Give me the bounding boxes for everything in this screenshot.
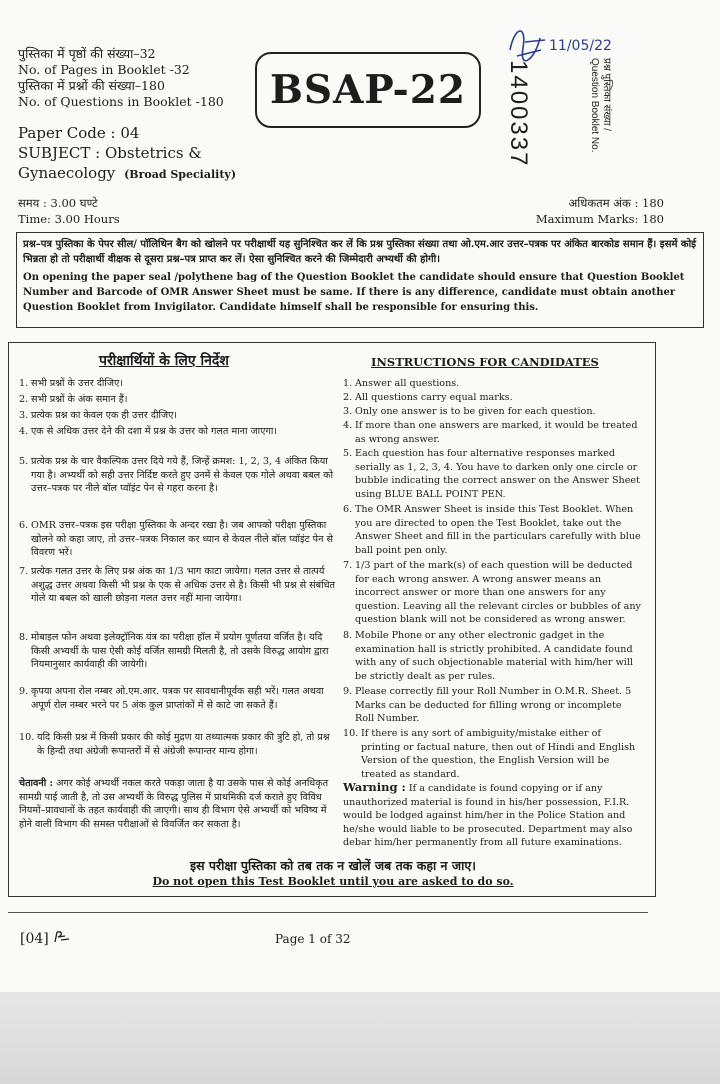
- instruction-hi-6: 6. OMR उत्तर–पत्रक इस परीक्षा पुस्तिका के अन्दर रखा है। जब आपको परीक्षा पुस्तिका खोलने को कहा जाए, तो उत्तर–पत्रक निकाल कर ध्यान से केवल नीले बॉल प्वॉइंट पेन से विवरण भरें।: [19, 520, 333, 558]
- instruction-hi-3: 3. प्रत्येक प्रश्न का केवल एक ही उत्तर दीजिए।: [19, 410, 178, 421]
- instruction-en-1: 1. Answer all questions.: [343, 378, 460, 389]
- notice-english: On opening the paper seal /polythene bag of the Question Booklet the candidate should ensure that Question Booklet Number and Barcode of OMR Answer Sheet must be same. If there is any difference, candidate must obtain another Question Booklet from Invigilator. Candidate himself shall be responsible for ensuring this.: [23, 272, 685, 313]
- footer-paper-code: [04]: [20, 930, 71, 947]
- initials-icon: [53, 930, 71, 944]
- instruction-hi-1: 1. सभी प्रश्नों के उत्तर दीजिए।: [19, 378, 123, 389]
- paper-code: Paper Code : 04: [18, 124, 140, 142]
- booklet-serial-number: 1400337: [505, 60, 532, 168]
- pages-count-english: No. of Pages in Booklet -32: [18, 62, 190, 77]
- scan-background: [0, 992, 720, 1084]
- warning-hindi: चेतावनी : अगर कोई अभ्यर्थी नकल करते पकड़ा जाता है या उसके पास से कोई अनधिकृत सामग्री पाई जाती है, तो उस अभ्यर्थी के विरुद्ध पुलिस में प्राथमिकी दर्ज कराते हुए विविध नियमों–प्रावधानों के तहत कार्यवाही की जाएगी। साथ ही विभाग ऐसे अभ्यर्थी को भविष्य में होने वाली विभाग की समस्त परीक्षाओं से विवर्जित कर सकता है।: [19, 778, 329, 830]
- do-not-open-english: Do not open this Test Booklet until you are asked to do so.: [152, 875, 514, 888]
- instruction-en-10: 10. If there is any sort of ambiguity/mistake either of printing or factual nature, then out of Hindi and English Version of the question, the English Version will be treated as standard.: [343, 728, 636, 780]
- instruction-hi-2: 2. सभी प्रश्नों के अंक समान हैं।: [19, 394, 128, 405]
- instruction-en-6: 6. The OMR Answer Sheet is inside this Test Booklet. When you are directed to open the Test Booklet, take out the Answer Sheet and fill in the particulars carefully with blue ball point pen only.: [343, 504, 641, 556]
- subject-line-2: Gynaecology (Broad Speciality): [18, 164, 237, 182]
- instructions-box: [8, 342, 656, 897]
- instruction-en-3: 3. Only one answer is to be given for each question.: [343, 406, 596, 417]
- questions-count-hindi: पुस्तिका में प्रश्नों की संख्या–180: [18, 78, 165, 93]
- instruction-en-4: 4. If more than one answers are marked, it would be treated as wrong answer.: [343, 420, 638, 445]
- instructions-title-english: INSTRUCTIONS FOR CANDIDATES: [371, 355, 599, 369]
- instruction-hi-10: 10. यदि किसी प्रश्न में किसी प्रकार की कोई मुद्रण या तथ्यात्मक प्रकार की त्रुटि हो, तो प्रश्न के हिन्दी तथा अंग्रेजी रूपान्तरों में से अंग्रेजी रूपान्तर मान्य होगा।: [19, 732, 330, 757]
- instruction-en-9: 9. Please correctly fill your Roll Number in O.M.R. Sheet. 5 Marks can be deducted for filling wrong or incomplete Roll Number.: [343, 686, 632, 724]
- instruction-hi-5: 5. प्रत्येक प्रश्न के चार वैकल्पिक उत्तर दिये गये हैं, जिन्हें क्रमश: 1, 2, 3, 4 अंकित किया गया है। अभ्यर्थी को सही उत्तर निर्दिष्ट करते हुए उनमें से केवल एक गोले अथवा बबल को उत्तर–पत्रक पर नीले बॉल प्वॉइंट पेन से गहरा करना है।: [19, 456, 334, 494]
- notice-hindi: प्रश्न–पत्र पुस्तिका के पेपर सील/ पॉलिथिन बैग को खोलने पर परीक्षार्थी यह सुनिश्चित कर लें कि प्रश्न पुस्तिका संख्या तथा ओ.एम.आर उत्तर–पत्रक पर अंकित बारकोड समान हैं। इसमें कोई भिन्नता हो तो परीक्षार्थी वीक्षक से दूसरा प्रश्न–पत्र प्राप्त कर लें। ऐसा सुनिश्चित करने की जिम्मेदारी अभ्यर्थी की होगी।: [23, 239, 697, 265]
- booklet-code-box: BSAP-22: [255, 52, 481, 128]
- instruction-en-7: 7. 1/3 part of the mark(s) of each question will be deducted for each wrong answer. A wrong answer means an incorrect answer or more than one answers for any question. Leaving all the relevant circles or bubbles of any question blank will not be considered as wrong answer.: [343, 560, 641, 625]
- time-english: Time: 3.00 Hours: [18, 212, 120, 226]
- marks-english: Maximum Marks: 180: [535, 212, 664, 226]
- subject-note: (Broad Speciality): [124, 168, 237, 181]
- booklet-number-label: प्रश्न पुस्तिका संख्या / Question Booklet No.: [589, 58, 612, 153]
- footer-divider: [8, 912, 648, 913]
- pages-count-hindi: पुस्तिका में पृष्ठों की संख्या–32: [18, 46, 156, 61]
- questions-count-english: No. of Questions in Booklet -180: [18, 94, 224, 109]
- time-hindi: समय : 3.00 घण्टे: [18, 196, 98, 210]
- instruction-hi-9: 9. कृपया अपना रोल नम्बर ओ.एम.आर. पत्रक पर सावधानीपूर्वक सही भरें। गलत अथवा अपूर्ण रोल नम्बर भरने पर 5 अंक कुल प्राप्तांकों में से काटे जा सकते हैं।: [19, 686, 324, 711]
- handwritten-date: 11/05/22: [549, 38, 612, 54]
- instruction-en-5: 5. Each question has four alternative responses marked serially as 1, 2, 3, 4. You have to darken only one circle or bubble indicating the correct answer on the Answer Sheet using BLUE BALL POINT PEN.: [343, 448, 640, 500]
- warning-english: Warning : If a candidate is found copying or if any unauthorized material is found in his/her possession, F.I.R. would be lodged against him/her in the Police Station and he/she would liable to be prosecuted. Department may also debar him/her permanently from all future examinations.: [343, 780, 633, 848]
- instruction-en-8: 8. Mobile Phone or any other electronic gadget in the examination hall is strictly prohibited. A candidate found with any of such objectionable material with him/her will be strictly dealt as per rules.: [343, 630, 633, 682]
- page-number: Page 1 of 32: [275, 932, 351, 946]
- instructions-title-hindi: परीक्षार्थियों के लिए निर्देश: [99, 353, 229, 369]
- do-not-open-hindi: इस परीक्षा पुस्तिका को तब तक न खोलें जब तक कहा न जाए।: [189, 858, 477, 873]
- subject-line-1: SUBJECT : Obstetrics &: [18, 144, 202, 162]
- marks-hindi: अधिकतम अंक : 180: [568, 196, 664, 210]
- instruction-hi-7: 7. प्रत्येक गलत उत्तर के लिए प्रश्न अंक का 1/3 भाग काटा जायेगा। गलत उत्तर से तात्पर्य अशुद्ध उत्तर अथवा किसी भी प्रश्न के एक से अधिक उत्तर से है। किसी भी प्रश्न से संबंधित गोले या बबल को खाली छोड़ना गलत उत्तर नहीं माना जायेगा।: [19, 566, 335, 604]
- booklet-verification-notice: [16, 232, 704, 328]
- instruction-en-2: 2. All questions carry equal marks.: [343, 392, 513, 403]
- instruction-hi-4: 4. एक से अधिक उत्तर देने की दशा में प्रश्न के उत्तर को गलत माना जाएगा।: [19, 426, 277, 437]
- instruction-hi-8: 8. मोबाइल फोन अथवा इलेक्ट्रॉनिक यंत्र का परीक्षा हॉल में प्रयोग पूर्णतया वर्जित है। यदि किसी अभ्यर्थी के पास ऐसी कोई वर्जित सामग्री मिलती है, तो उसके विरुद्ध आयोग द्वारा नियमानुसार कार्यवाही की जायेगी।: [19, 632, 329, 670]
